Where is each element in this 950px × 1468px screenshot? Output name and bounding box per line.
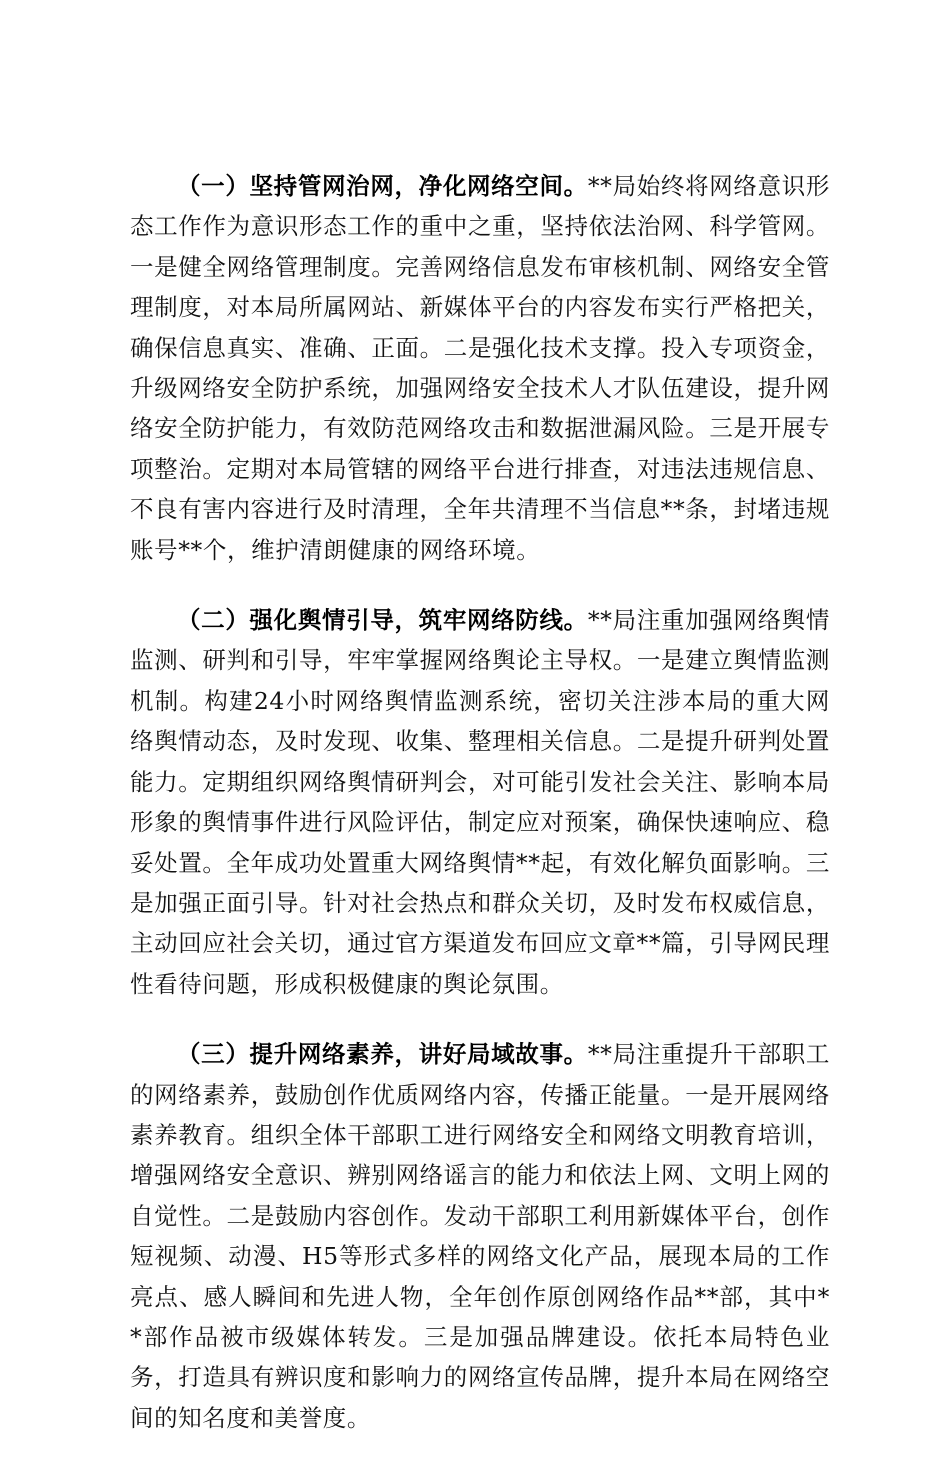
paragraph-heading: （三）提升网络素养，讲好局域故事。 (177, 1040, 588, 1069)
paragraph-heading: （二）强化舆情引导，筑牢网络防线。 (177, 606, 588, 635)
paragraph-1 (130, 166, 830, 570)
paragraph-body: **局始终将网络意识形态工作作为意识形态工作的重中之重，坚持依法治网、科学管网。一是健全网络管理制度。完善网络信息发布审核机制、网络安全管理制度，对本局所属网站、新媒体平台的内容发布实行严格把关，确保信息真实、准确、正面。二是强化技术支撑。投入专项资金，升级网络安全防护系统，加强网络安全技术人才队伍建设，提升网络安全防护能力，有效防范网络攻击和数据泄漏风险。三是开展专项整治。定期对本局管辖的网络平台进行排查，对违法违规信息、不良有害内容进行及时清理，全年共清理不当信息**条，封堵违规账号**个，维护清朗健康的网络环境。 (130, 172, 830, 564)
paragraph-body: **局注重加强网络舆情监测、研判和引导，牢牢掌握网络舆论主导权。一是建立舆情监测机制。构建24小时网络舆情监测系统，密切关注涉本局的重大网络舆情动态，及时发现、收集、整理相关信息。二是提升研判处置能力。定期组织网络舆情研判会，对可能引发社会关注、影响本局形象的舆情事件进行风险评估，制定应对预案，确保快速响应、稳妥处置。全年成功处置重大网络舆情**起，有效化解负面影响。三是加强正面引导。针对社会热点和群众关切，及时发布权威信息，主动回应社会关切，通过官方渠道发布回应文章**篇，引导网民理性看待问题，形成积极健康的舆论氛围。 (130, 606, 830, 998)
paragraph-2 (130, 600, 830, 1004)
document-page (130, 166, 830, 1468)
paragraph-3 (130, 1034, 830, 1438)
paragraph-body: **局注重提升干部职工的网络素养，鼓励创作优质网络内容，传播正能量。一是开展网络素养教育。组织全体干部职工进行网络安全和网络文明教育培训，增强网络安全意识、辨别网络谣言的能力和依法上网、文明上网的自觉性。二是鼓励内容创作。发动干部职工利用新媒体平台，创作短视频、动漫、H5等形式多样的网络文化产品，展现本局的工作亮点、感人瞬间和先进人物，全年创作原创网络作品**部，其中**部作品被市级媒体转发。三是加强品牌建设。依托本局特色业务，打造具有辨识度和影响力的网络宣传品牌，提升本局在网络空间的知名度和美誉度。 (130, 1040, 830, 1432)
paragraph-heading: （一）坚持管网治网，净化网络空间。 (177, 172, 588, 200)
